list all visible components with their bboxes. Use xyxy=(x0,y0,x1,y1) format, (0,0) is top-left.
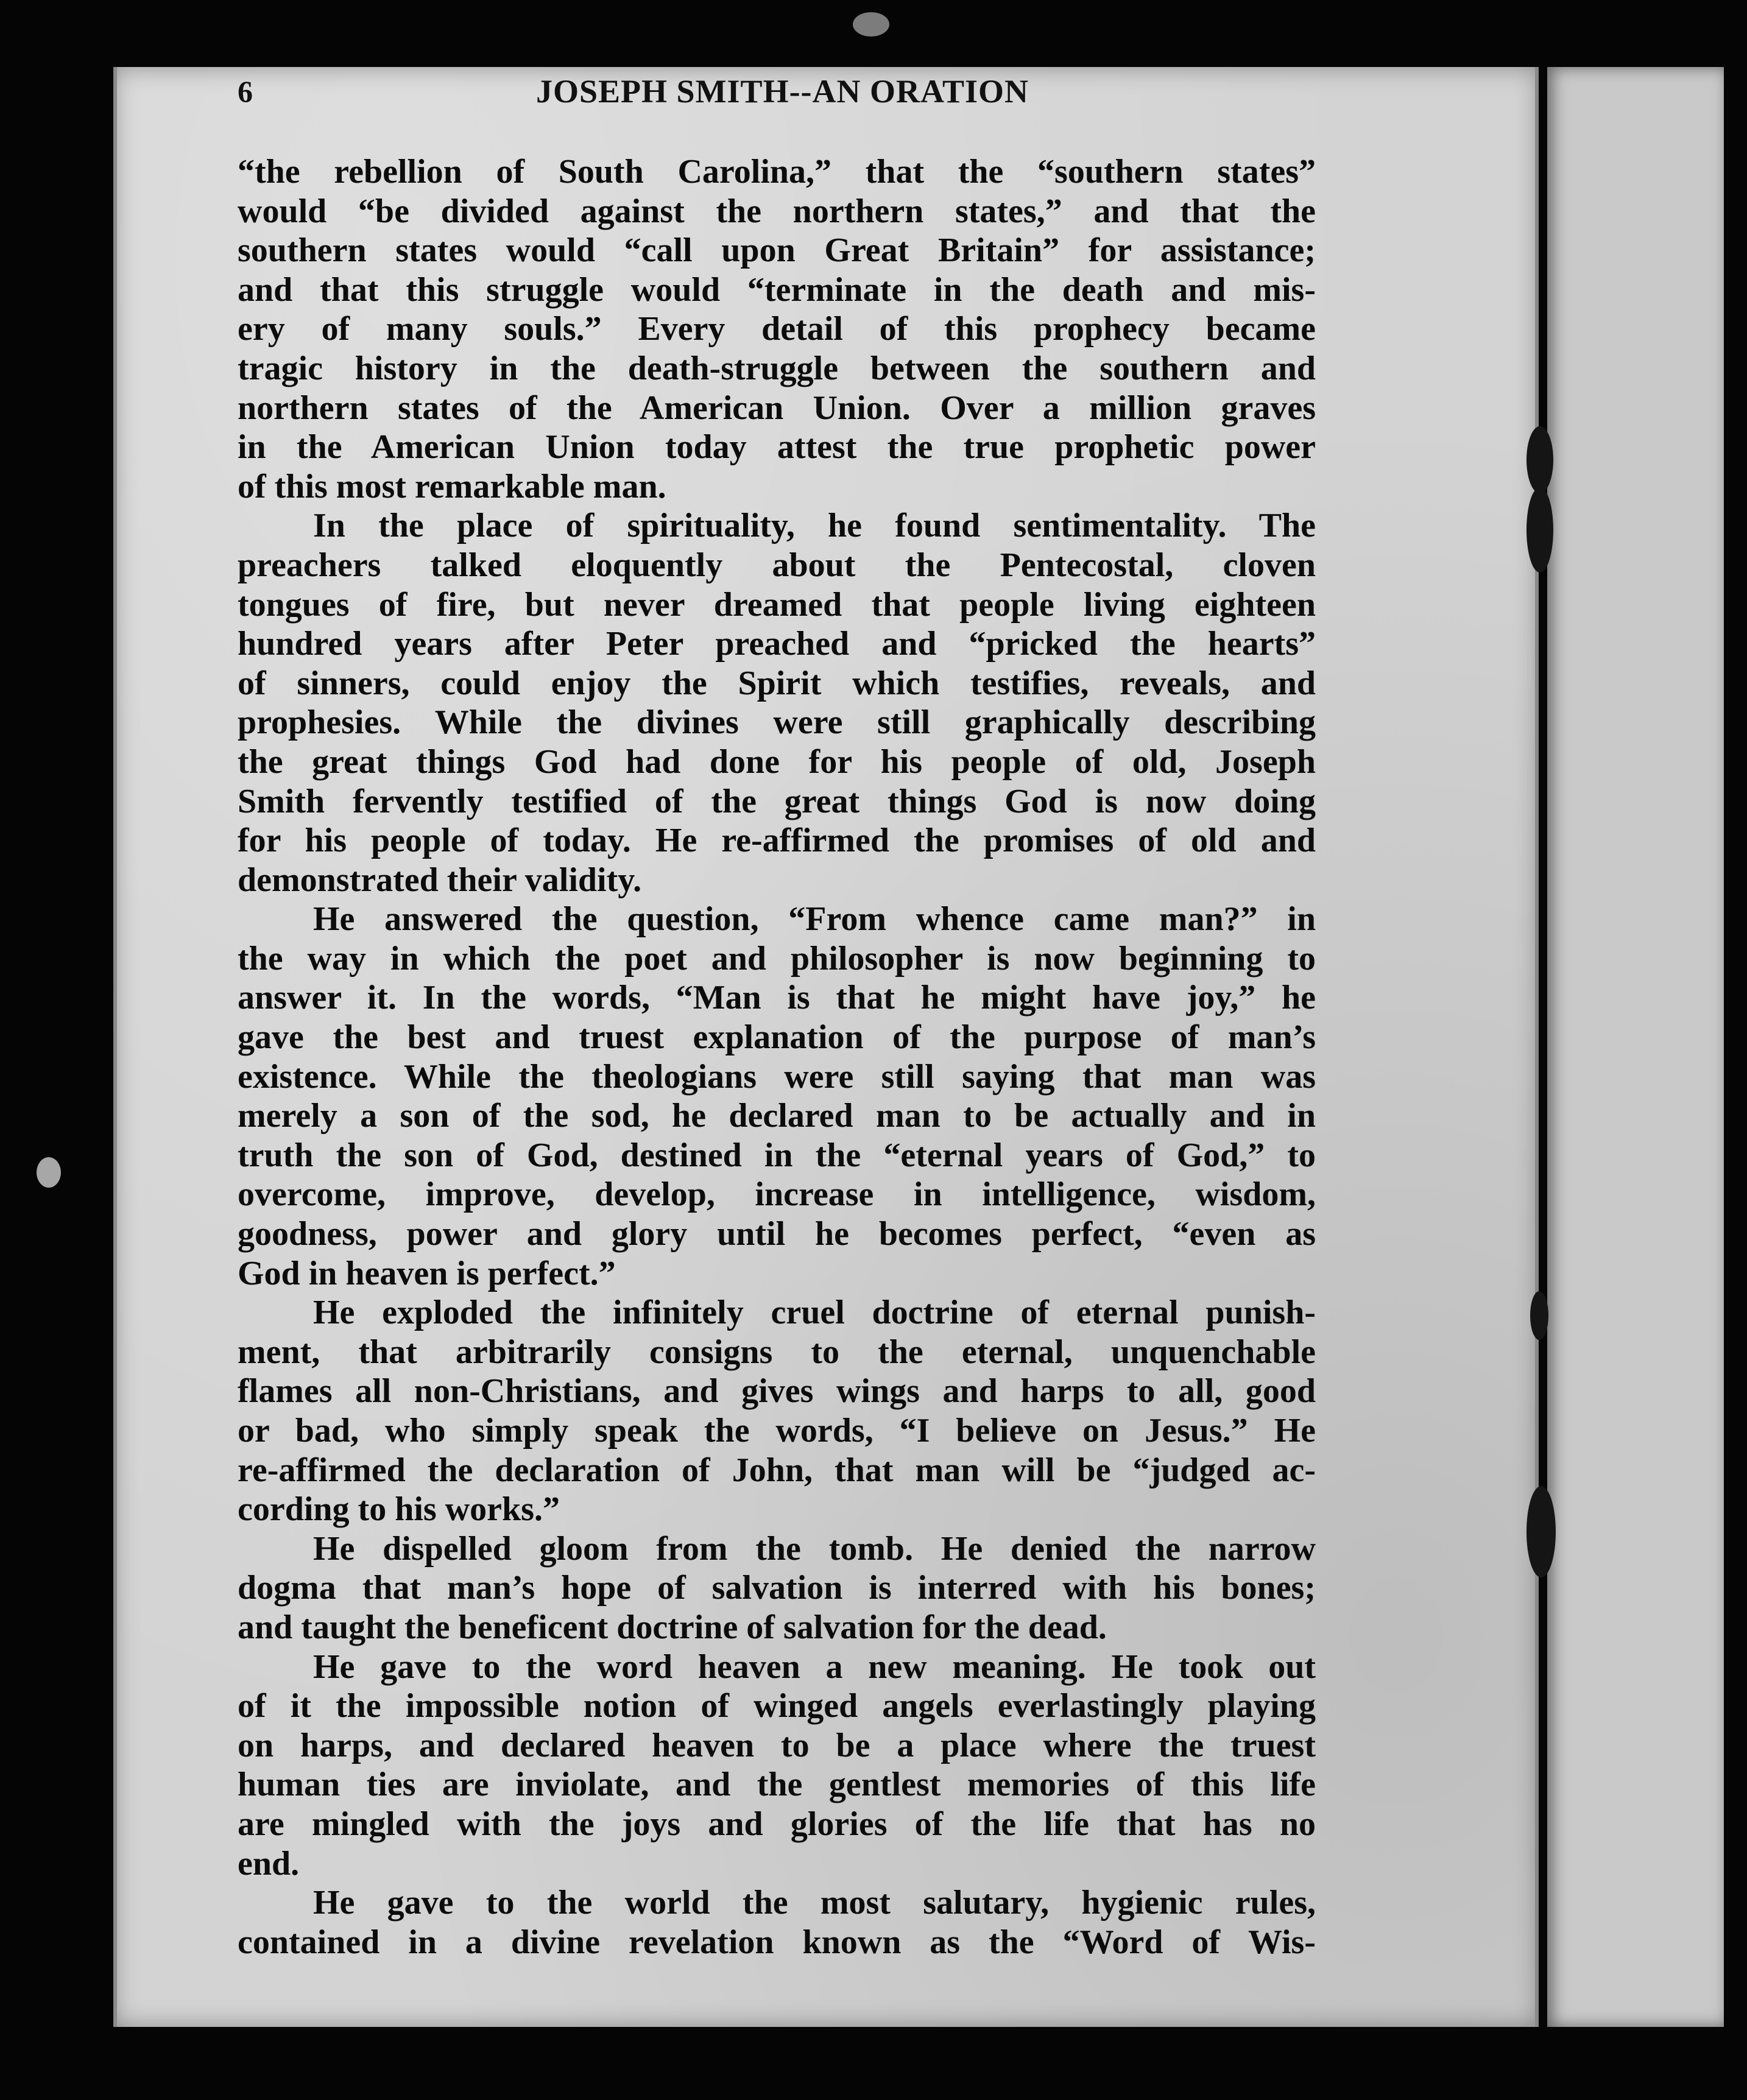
text-line: on harps, and declared heaven to be a place where the truest xyxy=(238,1726,1316,1764)
text-line: answer it. In the words, “Man is that he might have joy,” he xyxy=(238,979,1316,1017)
scan-speck xyxy=(853,12,889,37)
text-line: demonstrated their validity. xyxy=(238,861,642,899)
text-line: or bad, who simply speak the words, “I believe on Jesus.” He xyxy=(238,1412,1316,1450)
text-line: northern states of the American Union. Over a million graves xyxy=(238,389,1316,427)
text-line: in the American Union today attest the true prophetic power xyxy=(238,428,1316,467)
text-line: truth the son of God, destined in the “eternal years of God,” to xyxy=(238,1136,1316,1174)
text-line: ment, that arbitrarily consigns to the eternal, unquenchable xyxy=(238,1333,1316,1371)
text-line: God in heaven is perfect.” xyxy=(238,1254,616,1292)
text-line: of sinners, could enjoy the Spirit which testifies, reveals, and xyxy=(238,664,1316,702)
text-line: for his people of today. He re-affirmed the promises of old and xyxy=(238,822,1316,860)
text-line: He answered the question, “From whence came man?” in xyxy=(313,900,1316,939)
binding-mark xyxy=(1526,426,1553,493)
text-line: In the place of spirituality, he found sentimentality. The xyxy=(313,507,1316,545)
text-line: tragic history in the death-struggle between the southern and xyxy=(238,349,1316,387)
text-line: gave the best and truest explanation of the purpose of man’s xyxy=(238,1018,1316,1057)
text-line: “the rebellion of South Carolina,” that the “southern states” xyxy=(238,153,1316,191)
page-number: 6 xyxy=(238,74,253,108)
text-line: hundred years after Peter preached and “pricked the hearts” xyxy=(238,625,1316,663)
text-line: He gave to the world the most salutary, hygienic rules, xyxy=(313,1884,1316,1922)
text-line: prophesies. While the divines were still graphically describing xyxy=(238,703,1316,742)
text-line: ery of many souls.” Every detail of this prophecy became xyxy=(238,310,1316,348)
text-line: are mingled with the joys and glories of the life that has no xyxy=(238,1805,1316,1843)
text-line: re-affirmed the declaration of John, that man will be “judged ac- xyxy=(238,1451,1316,1489)
facing-page-edge xyxy=(1547,67,1724,2027)
text-line: of it the impossible notion of winged angels everlastingly playing xyxy=(238,1687,1316,1725)
text-line: end. xyxy=(238,1844,300,1883)
text-line: of this most remarkable man. xyxy=(238,467,666,506)
scan-speck xyxy=(37,1157,61,1188)
page-left-edge xyxy=(113,67,117,2027)
binding-mark xyxy=(1526,1486,1556,1577)
text-line: human ties are inviolate, and the gentlest memories of this life xyxy=(238,1766,1316,1804)
text-line: would “be divided against the northern states,” and that the xyxy=(238,192,1316,230)
text-line: and taught the beneficent doctrine of salvation for the dead. xyxy=(238,1608,1107,1646)
text-line: flames all non-Christians, and gives wings and harps to all, good xyxy=(238,1372,1316,1411)
running-head xyxy=(238,72,1529,111)
text-line: overcome, improve, develop, increase in intelligence, wisdom, xyxy=(238,1175,1316,1214)
text-line: He gave to the word heaven a new meaning. He took out xyxy=(313,1647,1316,1686)
text-line: cording to his works.” xyxy=(238,1490,560,1529)
text-line: contained in a divine revelation known as the “Word of Wis- xyxy=(238,1923,1316,1961)
binding-mark xyxy=(1526,487,1553,573)
text-line: and that this struggle would “terminate in the death and mis- xyxy=(238,270,1316,309)
text-line: southern states would “call upon Great Britain” for assistance; xyxy=(238,231,1316,270)
text-line: the way in which the poet and philosopher is now beginning to xyxy=(238,939,1316,978)
page-right-edge xyxy=(1535,67,1539,2027)
text-line: dogma that man’s hope of salvation is interred with his bones; xyxy=(238,1569,1316,1607)
text-line: He dispelled gloom from the tomb. He denied the narrow xyxy=(313,1529,1316,1568)
header-title: JOSEPH SMITH--AN ORATION xyxy=(536,73,1029,110)
text-line: tongues of fire, but never dreamed that people living eighteen xyxy=(238,585,1316,624)
text-line: existence. While the theologians were still saying that man was xyxy=(238,1057,1316,1096)
text-line: He exploded the infinitely cruel doctrine of eternal punish- xyxy=(313,1294,1316,1332)
text-line: Smith fervently testified of the great things God is now doing xyxy=(238,782,1316,820)
text-line: merely a son of the sod, he declared man to be actually and in xyxy=(238,1097,1316,1135)
text-line: goodness, power and glory until he becomes perfect, “even as xyxy=(238,1215,1316,1253)
binding-mark xyxy=(1530,1291,1548,1340)
text-line: the great things God had done for his people of old, Joseph xyxy=(238,742,1316,781)
body-text xyxy=(238,152,1316,1962)
text-line: preachers talked eloquently about the Pentecostal, cloven xyxy=(238,546,1316,584)
